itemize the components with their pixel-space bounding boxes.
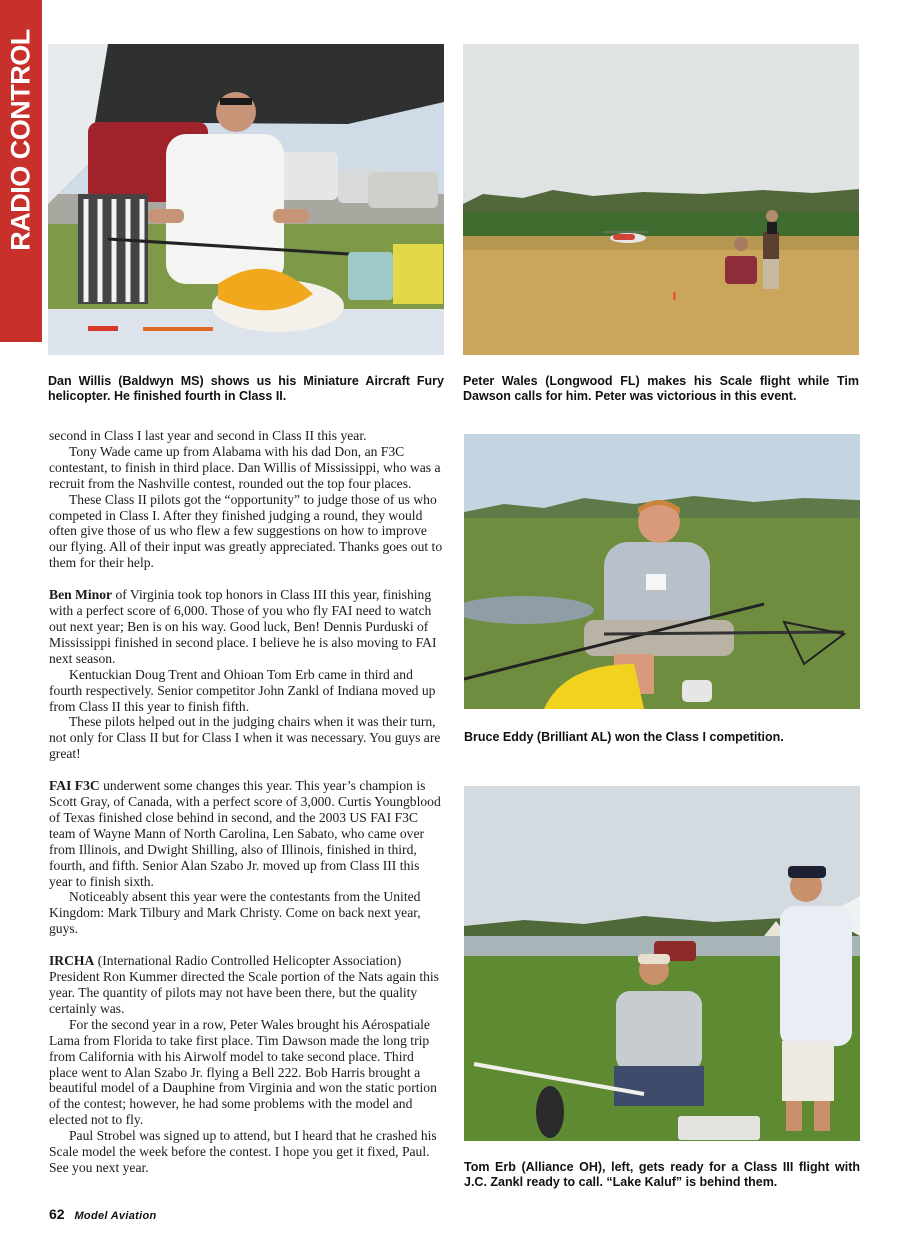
article-paragraph: second in Class I last year and second in Class II this year. (49, 428, 367, 443)
article-paragraph: Kentuckian Doug Trent and Ohioan Tom Erb came in third and fourth respectively. Senior competitor John Zankl of Indiana moved up from Class II this year to finish fifth. (49, 666, 436, 714)
photo-dan-willis (48, 44, 444, 355)
page-number: 62 (49, 1206, 65, 1222)
section-tab (0, 0, 42, 342)
page-footer (49, 1206, 157, 1222)
magazine-name: Model Aviation (74, 1210, 157, 1222)
paragraph-lead-in: Ben Minor (49, 587, 113, 603)
article-paragraph: For the second year in a row, Peter Wales brought his Aérospatiale Lama from Florida to take first place. Tim Dawson made the long trip from California with his Airwolf model to take second place. Third place went to Alan Szabo Jr. flying a Bell 222. Bob Harris brought a beautiful model of a Dauphine from Virginia and won the static portion of the contest; however, he had some problems with the model and elected not to fly. (49, 1016, 437, 1128)
paragraph-lead-in: IRCHA (49, 953, 95, 969)
article-paragraph: These pilots helped out in the judging chairs when it was their turn, not only for Class II but for Class I when it was necessary. You guys are great! (49, 714, 441, 762)
article-paragraph: These Class II pilots got the “opportunity” to judge those of us who competed in Class I. After they finished judging a round, they would often give those of us who flew a few suggestions on how to improve our flying. All of their input was greatly appreciated. Thanks goes out to them for their help. (49, 491, 443, 571)
article-body (49, 428, 445, 1176)
caption-photo-tom-erb: Tom Erb (Alliance OH), left, gets ready for a Class III flight with J.C. Zankl ready to call. “Lake Kaluf” is behind them. (464, 1160, 860, 1189)
article-paragraph: Paul Strobel was signed up to attend, but I heard that he crashed his Scale model the week before the contest. I hope you get it fixed, Paul. See you next year. (49, 1128, 437, 1175)
article-paragraph: Tony Wade came up from Alabama with his dad Don, an F3C contestant, to finish in third place. Dan Willis of Mississippi, who was a recruit from the Nashville contest, rounded out the top four places. (49, 443, 441, 491)
photo-tom-erb (464, 786, 860, 1141)
paragraph-body: (International Radio Controlled Helicopter Association) President Ron Kummer directed the Scale portion of the Nats again this year. The quantity of pilots may not have been there, but the quality certainly was. (49, 953, 439, 1016)
section-tab-label: RADIO CONTROL (5, 29, 36, 251)
paragraph-body: of Virginia took top honors in Class III this year, finishing with a perfect score of 6,000. Those of you who fly FAI need to watch out next year; Ben is on his way. Good luck, Ben! Dennis Purduski of Mississippi finished in second place. I believe he is also moving to FAI next season. (49, 587, 437, 666)
caption-photo-bruce-eddy: Bruce Eddy (Brilliant AL) won the Class I competition. (464, 730, 784, 744)
photo-peter-wales (463, 44, 859, 355)
caption-photo-peter-wales: Peter Wales (Longwood FL) makes his Scale flight while Tim Dawson calls for him. Peter was victorious in this event. (463, 374, 859, 403)
paragraph-body: underwent some changes this year. This year’s champion is Scott Gray, of Canada, with a perfect score of 3,000. Curtis Youngblood of Texas finished close behind in second, and the 2003 US FAI F3C team of Wayne Mann of North Carolina, Len Sabato, who came over from Illinois, and Dwight Shilling, also of Illinois, finished in third, fourth, and fifth. Senior Alan Szabo Jr. moved up from Class III this year to finish sixth. (49, 778, 441, 889)
article-paragraph (49, 953, 445, 1017)
article-paragraph (49, 587, 445, 667)
photo-bruce-eddy (464, 434, 860, 709)
article-paragraph (49, 778, 445, 889)
caption-photo-dan-willis: Dan Willis (Baldwyn MS) shows us his Miniature Aircraft Fury helicopter. He finished fourth in Class II. (48, 374, 444, 403)
article-paragraph: Noticeably absent this year were the contestants from the United Kingdom: Mark Tilbury and Mark Christy. Come on back next year, guys. (49, 889, 421, 937)
paragraph-lead-in: FAI F3C (49, 778, 100, 794)
